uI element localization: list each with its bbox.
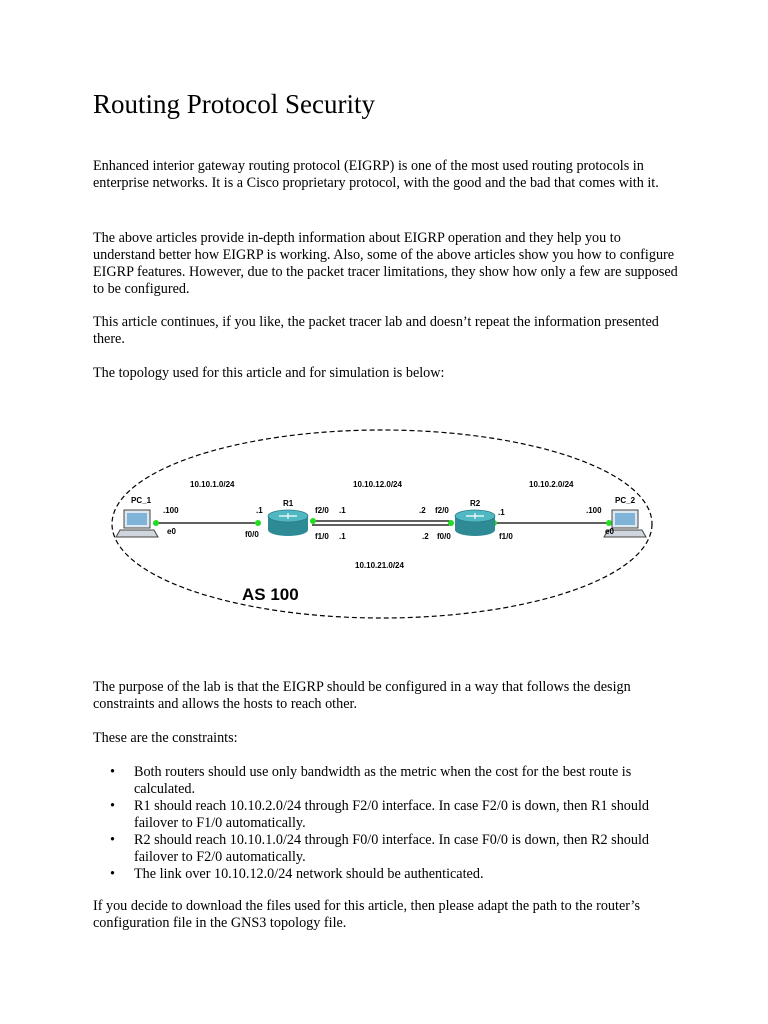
- constraints-list: [93, 764, 678, 883]
- download-paragraph: If you decide to download the files used for this article, then please adapt the path to the router’s configuration file in the GNS3 topology file.: [93, 898, 640, 931]
- topology-paragraph: The topology used for this article and for simulation is below:: [93, 365, 445, 381]
- pc1-computer-icon: [116, 510, 158, 537]
- r2-f20-iface-label: f2/0: [435, 506, 449, 515]
- r1-f10-iface-label: f1/0: [315, 532, 329, 541]
- pc1-iface-label: e0: [167, 527, 176, 536]
- as-label: AS 100: [242, 585, 299, 604]
- r2-router-icon: [455, 510, 495, 536]
- r1-f10-ip-label: .1: [339, 532, 346, 541]
- r1-f00-iface-label: f0/0: [245, 530, 259, 539]
- pc2-ip-label: .100: [586, 506, 602, 515]
- r1-f20-ip-label: .1: [339, 506, 346, 515]
- network-label-link12: 10.10.12.0/24: [353, 480, 402, 489]
- r2-f10-ip-label: .1: [498, 508, 505, 517]
- list-item-text: R1 should reach 10.10.2.0/24 through F2/0 interface. In case F2/0 is down, then R1 should failover to F1/0 automatically.: [134, 798, 650, 831]
- page-title: Routing Protocol Security: [93, 89, 375, 119]
- link-dot: [448, 520, 454, 526]
- r2-f00-iface-label: f0/0: [437, 532, 451, 541]
- r1-f00-ip-label: .1: [256, 506, 263, 515]
- r1-name-label: R1: [283, 499, 294, 508]
- r1-f20-iface-label: f2/0: [315, 506, 329, 515]
- network-label-link21: 10.10.21.0/24: [355, 561, 404, 570]
- pc2-iface-label: e0: [605, 527, 614, 536]
- r2-f10-iface-label: f1/0: [499, 532, 513, 541]
- link-dot: [153, 520, 159, 526]
- articles-paragraph: The above articles provide in-depth information about EIGRP operation and they help you to understand better how EIGRP is working. Also, some of the above articles show you how to configure EIGRP features. However, due to the packet tracer limitations, they show how only a few are supposed to be configured.: [93, 230, 678, 297]
- list-item: [93, 764, 678, 798]
- r2-f00-ip-label: .2: [422, 532, 429, 541]
- intro-paragraph: Enhanced interior gateway routing protocol (EIGRP) is one of the most used routing protocols in enterprise networks. It is a Cisco proprietary protocol, with the good and the bad that comes with it.: [93, 158, 659, 191]
- bullet-icon: •: [110, 764, 115, 780]
- bullet-icon: •: [110, 866, 115, 882]
- list-item-text: R2 should reach 10.10.1.0/24 through F0/0 interface. In case F0/0 is down, then R2 should failover to F2/0 automatically.: [134, 832, 650, 865]
- list-item: [93, 798, 678, 832]
- r2-name-label: R2: [470, 499, 481, 508]
- list-item-text: Both routers should use only bandwidth as the metric when the cost for the best route is calculated.: [134, 764, 632, 797]
- pc1-ip-label: .100: [163, 506, 179, 515]
- bullet-icon: •: [110, 798, 115, 814]
- network-label-lan2: 10.10.2.0/24: [529, 480, 574, 489]
- list-item: [93, 866, 678, 883]
- link-dot: [310, 518, 316, 524]
- r2-f20-ip-label: .2: [419, 506, 426, 515]
- r1-router-icon: [268, 510, 308, 536]
- link-dot: [255, 520, 261, 526]
- pc1-name-label: PC_1: [131, 496, 152, 505]
- list-item: [93, 832, 678, 866]
- list-item-text: The link over 10.10.12.0/24 network should be authenticated.: [134, 866, 484, 882]
- constraints-intro-paragraph: These are the constraints:: [93, 730, 238, 746]
- bullet-icon: •: [110, 832, 115, 848]
- as-boundary: [112, 430, 652, 618]
- link-dot: [606, 520, 612, 526]
- purpose-paragraph: The purpose of the lab is that the EIGRP should be configured in a way that follows the design constraints and allows the hosts to reach other.: [93, 679, 631, 712]
- network-label-lan1: 10.10.1.0/24: [190, 480, 235, 489]
- pc2-name-label: PC_2: [615, 496, 636, 505]
- continues-paragraph: This article continues, if you like, the packet tracer lab and doesn’t repeat the information presented there.: [93, 314, 659, 347]
- network-topology-diagram: [110, 424, 658, 624]
